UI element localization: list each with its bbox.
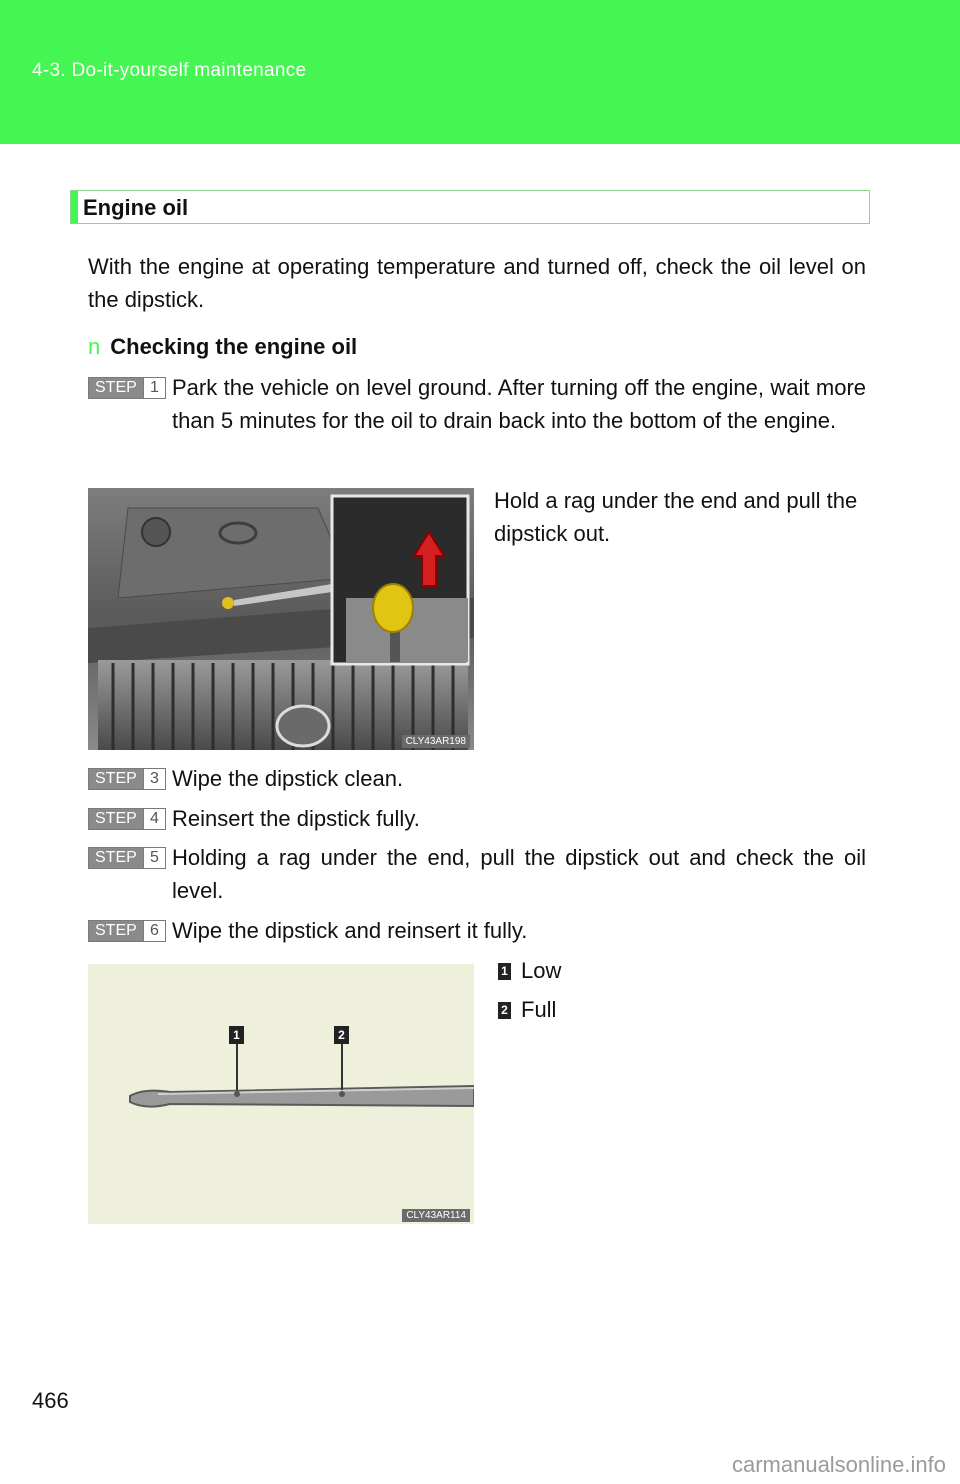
step-text-3: Wipe the dipstick clean.: [172, 766, 404, 791]
legend-low: 1 Low: [498, 958, 561, 984]
step-text-6: Wipe the dipstick and reinsert it fully.: [172, 918, 528, 943]
page-number: 466: [32, 1388, 69, 1413]
step-badge-3: STEP 3: [88, 768, 166, 790]
callout-1: 1: [229, 1026, 244, 1044]
callout-2: 2: [334, 1026, 349, 1044]
step-badge-5: STEP 5: [88, 847, 166, 869]
section-title-bar: [70, 190, 870, 224]
step-text-4: Reinsert the dipstick fully.: [172, 806, 420, 831]
dipstick-figure: [88, 964, 474, 1224]
step-text-2: Hold a rag under the end and pull the dipstick out.: [494, 488, 858, 546]
step-badge-6: STEP 6: [88, 920, 166, 942]
step-badge-1: STEP 1: [88, 377, 166, 399]
step-text-5: Holding a rag under the end, pull the dipstick out and check the oil level.: [172, 845, 866, 903]
legend-full: 2 Full: [498, 997, 556, 1023]
subheading: [88, 334, 357, 360]
subheading-text: Checking the engine oil: [110, 334, 358, 359]
step-text-1: Park the vehicle on level ground. After turning off the engine, wait more than 5 minutes for the oil to drain back into the bottom of the engine.: [172, 375, 866, 433]
figure-code: CLY43AR114: [402, 1209, 470, 1222]
section-title: Engine oil: [83, 195, 189, 220]
figure-code: CLY43AR198: [402, 735, 470, 748]
engine-figure: [88, 488, 474, 750]
dipstick-illustration: [88, 964, 474, 1224]
chapter-header: [0, 0, 960, 144]
engine-illustration: [88, 488, 474, 750]
bullet-icon: n: [88, 334, 101, 359]
chapter-title: 4-3. Do-it-yourself maintenance: [32, 60, 307, 81]
section-accent: [71, 191, 78, 223]
intro-paragraph: With the engine at operating temperature and turned off, check the oil level on the dipstick.: [88, 254, 866, 312]
step-badge-4: STEP 4: [88, 808, 166, 830]
watermark: carmanualsonline.info: [731, 1452, 946, 1477]
